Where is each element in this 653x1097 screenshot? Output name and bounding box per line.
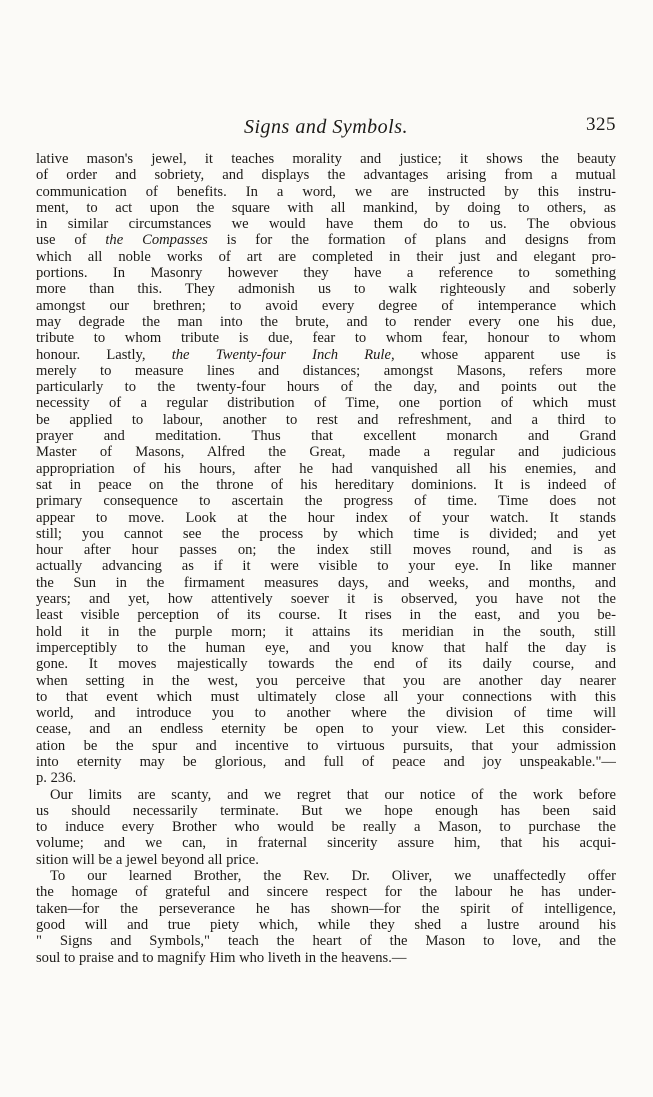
text-line: appropriation of his hours, after he had vanquished all his enemies, and [36, 460, 616, 477]
text-line: particularly to the twenty-four hours of the day, and points out the [36, 379, 616, 396]
text-line: the Sun in the firmament measures days, and weeks, and months, and [36, 574, 616, 591]
text-segment: is for the formation of plans and designs from [207, 232, 616, 249]
text-line: cease, and an endless eternity be open to your view. Let this consider- [36, 721, 616, 738]
text-line: more than this. They admonish us to walk righteously and soberly [36, 281, 616, 298]
text-line: ment, to act upon the square with all mankind, by doing to others, as [36, 199, 616, 216]
text-line: sat in peace on the throne of his hereditary dominions. It is indeed of [36, 476, 616, 493]
text-line: soul to praise and to magnify Him who liveth in the heavens.— [36, 949, 407, 966]
text-line [36, 347, 616, 363]
text-line: gone. It moves majestically towards the end of its daily course, and [36, 656, 616, 673]
text-line: sition will be a jewel beyond all price. [36, 851, 259, 868]
text-line: least visible perception of its course. It rises in the east, and you be- [36, 607, 616, 624]
text-line: necessity of a regular distribution of Time, one portion of which must [36, 395, 616, 412]
page-number: 325 [586, 114, 616, 135]
text-line: merely to measure lines and distances; amongst Masons, refers more [36, 362, 616, 379]
text-line: ation be the spur and incentive to virtuous pursuits, that your admission [36, 737, 616, 754]
body-text [36, 151, 616, 966]
text-line: imperceptibly to the human eye, and you know that half the day is [36, 639, 616, 656]
text-line: into eternity may be glorious, and full of peace and joy unspeakable."— [36, 753, 616, 770]
italic-term: the Compasses [105, 232, 208, 249]
text-line: which all noble works of art are completed in their just and elegant pro- [36, 248, 616, 265]
text-line: Our limits are scanty, and we regret that our notice of the work before [50, 786, 616, 803]
running-head [36, 112, 616, 142]
text-line: may degrade the man into the brute, and to render every one his due, [36, 313, 616, 330]
text-line: in similar circumstances we would have them do to us. The obvious [36, 216, 616, 233]
text-segment: use of [36, 232, 106, 249]
text-line: to induce every Brother who would be really a Mason, to purchase the [36, 819, 616, 836]
text-line: tribute to whom tribute is due, fear to whom fear, honour to whom [36, 330, 616, 347]
italic-term: the Twenty-four Inch Rule, [171, 346, 395, 363]
text-line: Master of Masons, Alfred the Great, made a regular and judicious [36, 444, 616, 461]
text-line: be applied to labour, another to rest and refreshment, and a third to [36, 411, 616, 428]
text-line: To our learned Brother, the Rev. Dr. Oliver, we unaffectedly offer [50, 868, 616, 885]
text-line: the homage of grateful and sincere respect for the labour he has under- [36, 884, 616, 901]
text-line: appear to move. Look at the hour index of your watch. It stands [36, 509, 616, 526]
text-line: communication of benefits. In a word, we are instructed by this instru- [36, 183, 616, 200]
text-line: hold it in the purple morn; it attains its meridian in the south, still [36, 623, 616, 640]
text-line: years; and yet, how attentively soever it is observed, you have not the [36, 591, 616, 608]
text-line: of order and sobriety, and displays the advantages arising from a mutual [36, 167, 616, 184]
text-line: lative mason's jewel, it teaches morality and justice; it shows the beauty [36, 151, 616, 167]
text-line: portions. In Masonry however they have a reference to something [36, 265, 616, 282]
running-title: Signs and Symbols. [244, 116, 408, 138]
text-line: volume; and we can, in fraternal sincerity assure him, that his acqui- [36, 835, 616, 852]
text-line: hour after hour passes on; the index still moves round, and is as [36, 542, 616, 559]
text-line: still; you cannot see the process by which time is divided; and yet [36, 525, 616, 542]
text-line: good will and true piety which, while they shed a lustre around his [36, 916, 616, 933]
text-line: world, and introduce you to another where the division of time will [36, 705, 616, 722]
text-segment: honour. Lastly, [36, 346, 172, 363]
text-line: us should necessarily terminate. But we hope enough has been said [36, 802, 616, 819]
text-line: actually advancing as if it were visible to your eye. In like manner [36, 558, 616, 575]
text-line: prayer and meditation. Thus that excellent monarch and Grand [36, 428, 616, 445]
text-line: when setting in the west, you perceive that you are another day nearer [36, 672, 616, 689]
text-line [36, 232, 616, 248]
text-line: taken—for the perseverance he has shown—for the spirit of intelligence, [36, 900, 616, 917]
text-segment: whose apparent use is [394, 346, 616, 363]
text-line: p. 236. [36, 770, 77, 787]
text-line: " Signs and Symbols," teach the heart of the Mason to love, and the [36, 933, 616, 950]
text-line: primary consequence to ascertain the progress of time. Time does not [36, 493, 616, 510]
text-line: amongst our brethren; to avoid every degree of intemperance which [36, 297, 616, 314]
text-line: to that event which must ultimately close all your connections with this [36, 688, 616, 705]
